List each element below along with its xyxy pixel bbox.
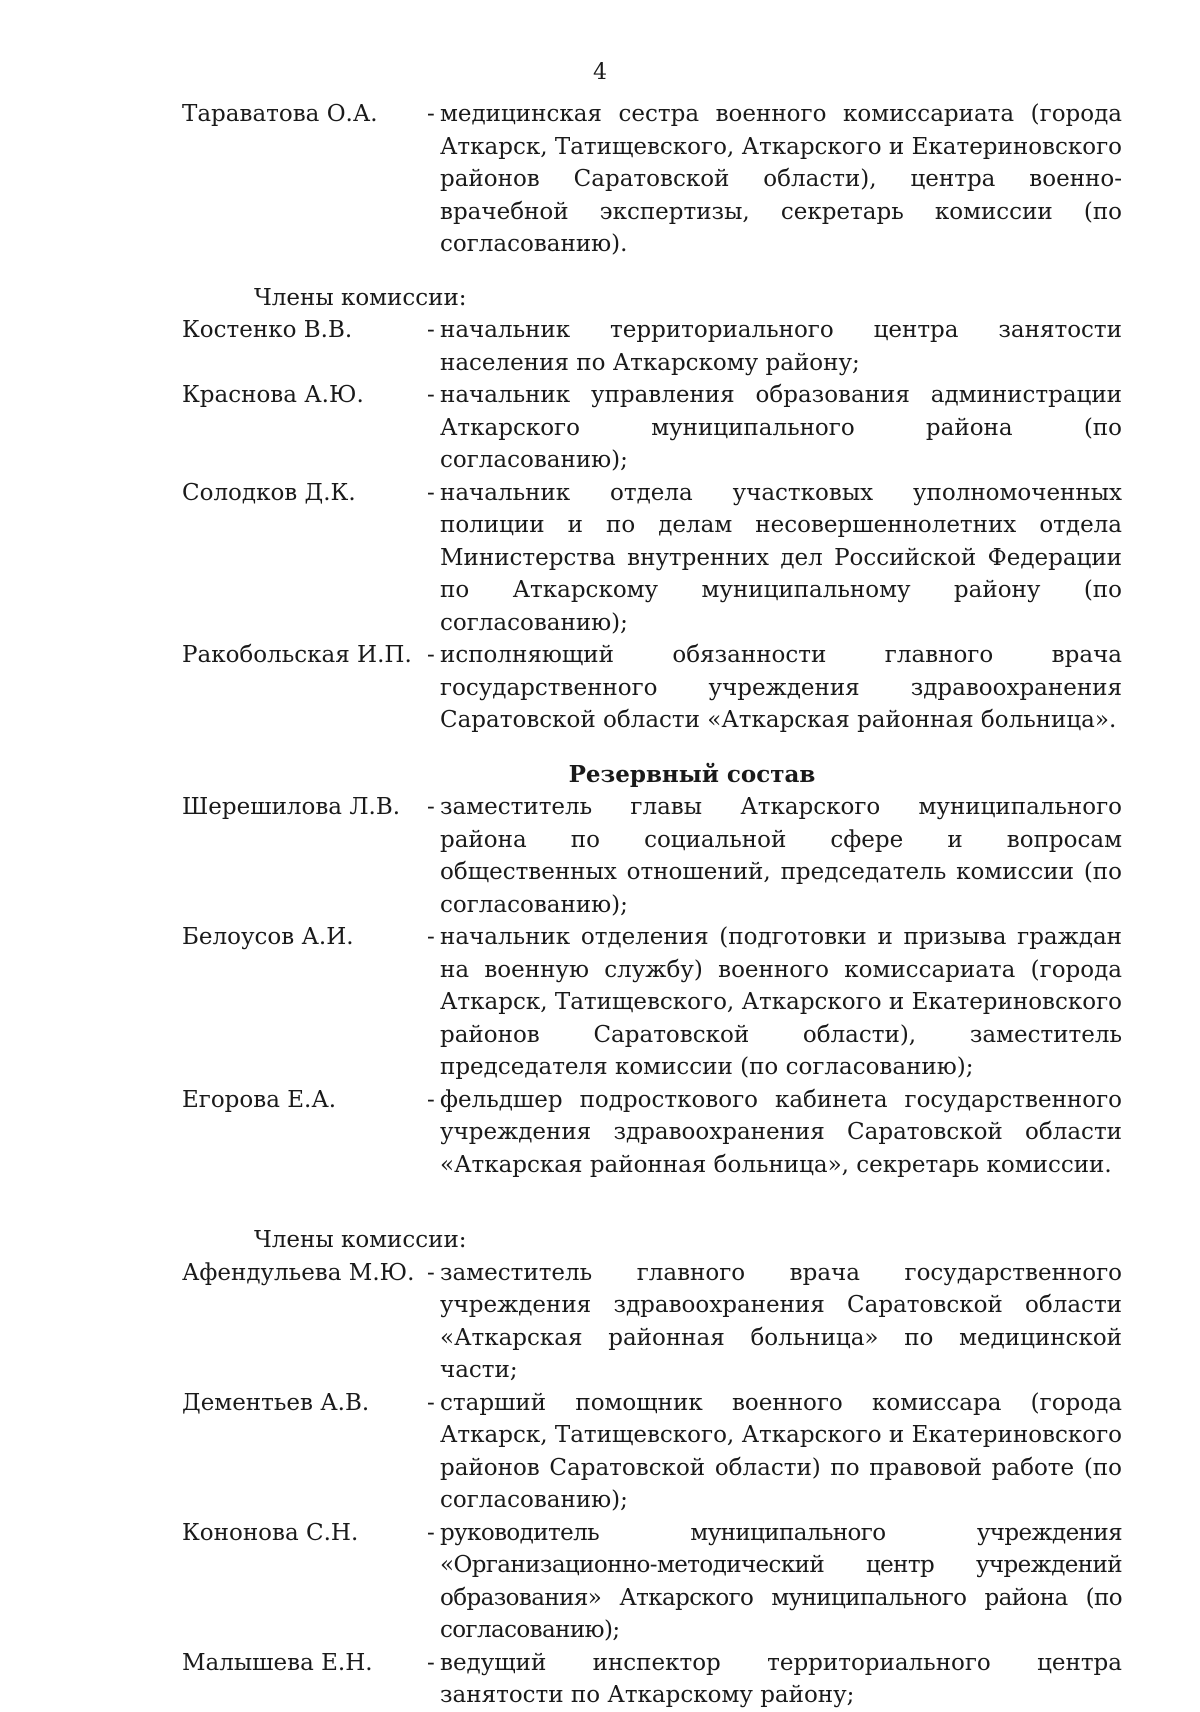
member-entry — [182, 639, 1122, 737]
member-role: ведущий инспектор территориального центра занятости по Аткарскому району; — [440, 1649, 1122, 1708]
member-entry — [182, 1517, 1122, 1647]
member-name: Дементьев А.В. — [182, 1389, 370, 1416]
secretary-entry — [182, 98, 1122, 261]
leader-entry — [182, 1084, 1122, 1182]
member-name: Белоусов А.И. — [182, 924, 354, 950]
member-role: старший помощник военного комиссара (города Аткарск, Татищевского, Аткарского и Екатериновского районов Саратовской области) по правовой работе (по согласованию); — [440, 1389, 1122, 1513]
member-name: Тараватова О.А. — [182, 101, 378, 127]
commission-list — [182, 98, 1122, 1712]
member-role: начальник отделения (подготовки и призыва граждан на военную службу) военного комиссариата (города Аткарск, Татищевского, Аткарского и Екатериновского районов Саратовской области), заместитель председателя комиссии (по согласованию); — [440, 924, 1122, 1080]
member-name: Краснова А.Ю. — [182, 382, 364, 408]
member-entry — [182, 1647, 1122, 1712]
member-role: фельдшер подросткового кабинета государственного учреждения здравоохранения Саратовской области «Аткарская районная больница», секретарь комиссии. — [440, 1086, 1122, 1178]
members-label: Члены комиссии: — [254, 284, 467, 311]
dash: - — [427, 1259, 435, 1286]
page-number: 4 — [593, 60, 607, 85]
dash: - — [427, 1519, 435, 1546]
member-role: медицинская сестра военного комиссариата (города Аткарск, Татищевского, Аткарского и Екатериновского районов Саратовской области), центра военно-врачебной экспертизы, секретарь комиссии (по согласованию). — [440, 101, 1122, 257]
dash: - — [427, 924, 435, 950]
member-entry — [182, 1387, 1122, 1517]
member-entry — [182, 477, 1122, 640]
dash: - — [427, 479, 435, 506]
member-entry — [182, 379, 1122, 477]
dash: - — [427, 1649, 435, 1676]
member-role: начальник управления образования администрации Аткарского муниципального района (по согласованию); — [440, 382, 1122, 473]
member-name: Костенко В.В. — [182, 317, 353, 343]
member-name: Егорова Е.А. — [182, 1086, 337, 1113]
member-name: Кононова С.Н. — [182, 1519, 359, 1546]
member-entry — [182, 314, 1122, 379]
member-name: Солодков Д.К. — [182, 479, 356, 506]
leader-entry — [182, 921, 1122, 1084]
member-name: Афендульева М.Ю. — [182, 1259, 415, 1286]
member-entry — [182, 1257, 1122, 1387]
dash: - — [427, 794, 435, 820]
dash: - — [427, 382, 435, 408]
member-role: заместитель главного врача государственного учреждения здравоохранения Саратовской области «Аткарская районная больница» по медицинской части; — [440, 1259, 1122, 1383]
member-role: начальник территориального центра занятости населения по Аткарскому району; — [440, 317, 1122, 376]
dash: - — [427, 1389, 435, 1416]
leader-entry — [182, 791, 1122, 921]
dash: - — [427, 317, 435, 343]
dash: - — [427, 642, 435, 668]
members-label: Члены комиссии: — [254, 1227, 467, 1253]
dash: - — [427, 1086, 435, 1113]
member-role: руководитель муниципального учреждения «Организационно-методический центр учреждений образования» Аткарского муниципального района (по согласованию); — [440, 1519, 1122, 1643]
section-heading: Резервный состав — [568, 760, 816, 788]
member-name: Ракобольская И.П. — [182, 642, 412, 668]
dash: - — [427, 101, 435, 127]
member-role: заместитель главы Аткарского муниципального района по социальной сфере и вопросам общественных отношений, председатель комиссии (по согласованию); — [440, 794, 1122, 918]
member-role: исполняющий обязанности главного врача государственного учреждения здравоохранения Саратовской области «Аткарская районная больница». — [440, 642, 1122, 733]
member-name: Малышева Е.Н. — [182, 1649, 373, 1676]
member-name: Шерешилова Л.В. — [182, 794, 401, 820]
member-role: начальник отдела участковых уполномоченных полиции и по делам несовершеннолетних отдела Министерства внутренних дел Российской Федерации по Аткарскому муниципальному району (по согласованию); — [440, 479, 1122, 636]
